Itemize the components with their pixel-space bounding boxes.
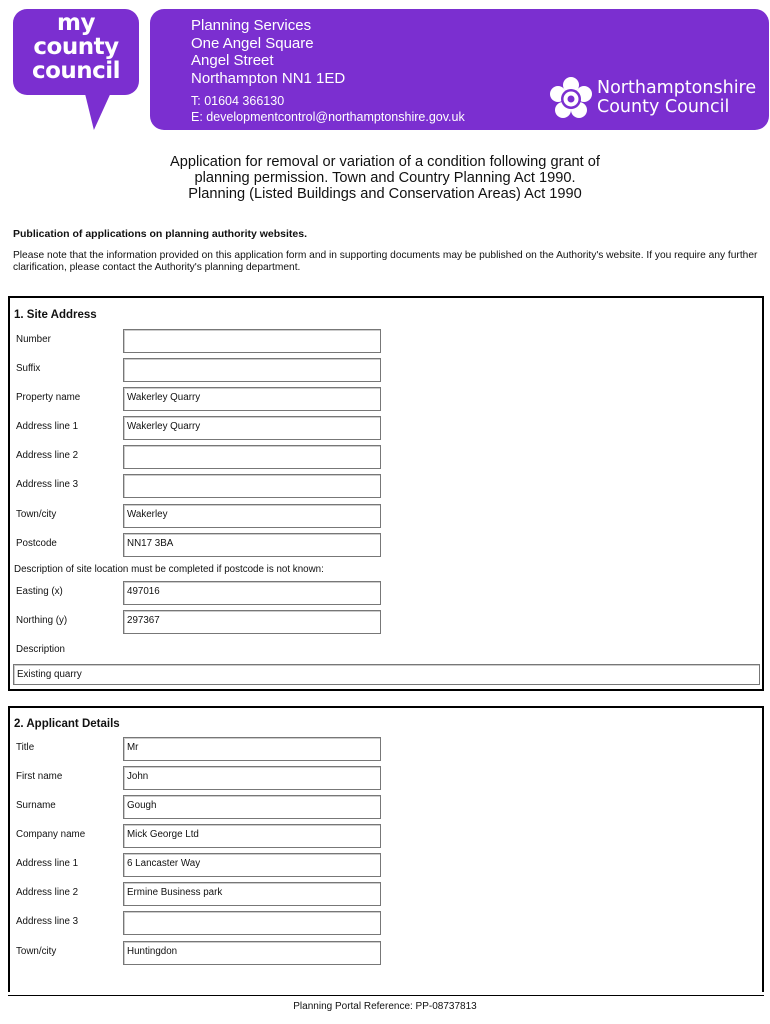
field-label: First name bbox=[16, 771, 63, 782]
applicant-town-city-field[interactable]: Huntingdon bbox=[123, 941, 381, 965]
field-label: Number bbox=[16, 334, 51, 345]
description-field[interactable]: Existing quarry bbox=[13, 664, 760, 685]
town-city-field[interactable]: Wakerley bbox=[123, 504, 381, 528]
logo-line: my bbox=[57, 10, 95, 36]
section-title: 1. Site Address bbox=[14, 309, 97, 321]
applicant-address-line-1-field[interactable]: 6 Lancaster Way bbox=[123, 853, 381, 877]
logo-line: county bbox=[33, 34, 119, 60]
tudor-rose-icon bbox=[548, 76, 594, 122]
field-label: Address line 2 bbox=[16, 450, 79, 461]
postcode-field[interactable]: NN17 3BA bbox=[123, 533, 381, 557]
field-label: Surname bbox=[16, 800, 56, 811]
suffix-field[interactable] bbox=[123, 358, 381, 382]
field-label: Description bbox=[16, 644, 66, 655]
applicant-details-section bbox=[8, 706, 764, 992]
property-name-field[interactable]: Wakerley Quarry bbox=[123, 387, 381, 411]
field-label: Postcode bbox=[16, 538, 57, 549]
field-label: Easting (x) bbox=[16, 586, 63, 597]
phone-number: T: 01604 366130 bbox=[191, 94, 285, 108]
field-label: Suffix bbox=[16, 363, 41, 374]
title-line: planning permission. Town and Country Planning Act 1990. bbox=[194, 170, 576, 186]
field-label: Address line 3 bbox=[16, 916, 79, 927]
address-line-3-field[interactable] bbox=[123, 474, 381, 498]
first-name-field[interactable]: John bbox=[123, 766, 381, 790]
field-label: Title bbox=[16, 742, 35, 753]
publication-heading: Publication of applications on planning authority websites. bbox=[13, 228, 308, 240]
company-name-field[interactable]: Mick George Ltd bbox=[123, 824, 381, 848]
easting-field[interactable]: 497016 bbox=[123, 581, 381, 605]
address-line: Planning Services bbox=[191, 17, 312, 34]
address-line: One Angel Square bbox=[191, 34, 314, 52]
email-address: E: developmentcontrol@northamptonshire.gov.uk bbox=[191, 110, 465, 124]
council-name-line: Northamptonshire bbox=[597, 78, 757, 98]
field-label: Address line 1 bbox=[16, 858, 79, 869]
field-label: Address line 1 bbox=[16, 421, 79, 432]
northing-field[interactable]: 297367 bbox=[123, 610, 381, 634]
address-line: Angel Street bbox=[191, 52, 274, 69]
header-banner bbox=[150, 9, 769, 130]
field-label: Northing (y) bbox=[16, 615, 68, 626]
field-label: Address line 3 bbox=[16, 479, 79, 490]
council-name-line: County Council bbox=[597, 97, 730, 117]
council-name bbox=[597, 79, 756, 117]
title-line: Application for removal or variation of a condition following grant of bbox=[170, 154, 600, 170]
location-note: Description of site location must be completed if postcode is not known: bbox=[14, 564, 324, 575]
publication-notice: Please note that the information provided on this application form and in supporting documents may be published on the Authority's website. If you require any further clarification, please contact the Authority's planning department. bbox=[13, 250, 758, 273]
address-line-2-field[interactable] bbox=[123, 445, 381, 469]
field-label: Address line 2 bbox=[16, 887, 79, 898]
number-field[interactable] bbox=[123, 329, 381, 353]
applicant-address-line-3-field[interactable] bbox=[123, 911, 381, 935]
field-label: Company name bbox=[16, 829, 86, 840]
logo-text bbox=[13, 11, 139, 83]
title-field[interactable]: Mr bbox=[123, 737, 381, 761]
footer-divider bbox=[8, 995, 764, 996]
logo-speech-tail bbox=[80, 90, 112, 130]
applicant-address-line-2-field[interactable]: Ermine Business park bbox=[123, 882, 381, 906]
office-address bbox=[191, 17, 345, 87]
surname-field[interactable]: Gough bbox=[123, 795, 381, 819]
title-line: Planning (Listed Buildings and Conservation Areas) Act 1990 bbox=[188, 186, 582, 202]
section-title: 2. Applicant Details bbox=[14, 718, 120, 730]
contact-details bbox=[191, 93, 465, 125]
field-label: Property name bbox=[16, 392, 81, 403]
logo-line: council bbox=[31, 58, 121, 84]
address-line: Northampton NN1 1ED bbox=[191, 69, 346, 87]
planning-portal-reference: Planning Portal Reference: PP-08737813 bbox=[293, 1001, 477, 1012]
form-title bbox=[0, 154, 770, 202]
field-label: Town/city bbox=[16, 509, 57, 520]
site-address-section bbox=[8, 296, 764, 691]
field-label: Town/city bbox=[16, 946, 57, 957]
address-line-1-field[interactable]: Wakerley Quarry bbox=[123, 416, 381, 440]
